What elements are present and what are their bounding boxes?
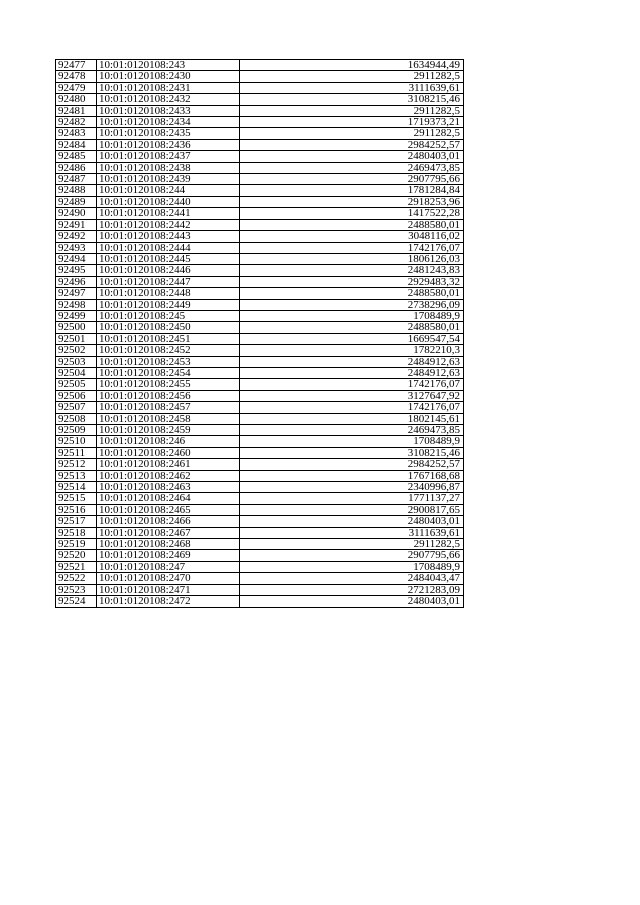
row-id-cell: 92516: [56, 504, 97, 515]
table-row: [56, 584, 464, 595]
cadastral-number-cell: 10:01:0120108:2466: [97, 516, 240, 527]
row-id-cell: 92483: [56, 128, 97, 139]
value-cell: 1742176,07: [240, 379, 464, 390]
table-row: [56, 151, 464, 162]
row-id-cell: 92519: [56, 539, 97, 550]
value-cell: 2469473,85: [240, 162, 464, 173]
cadastral-number-cell: 10:01:0120108:2435: [97, 128, 240, 139]
row-id-cell: 92495: [56, 265, 97, 276]
value-cell: 2480403,01: [240, 151, 464, 162]
table-row: [56, 174, 464, 185]
cadastral-number-cell: 10:01:0120108:245: [97, 310, 240, 321]
cadastral-number-cell: 10:01:0120108:2444: [97, 242, 240, 253]
value-cell: 2907795,66: [240, 174, 464, 185]
table-row: [56, 550, 464, 561]
row-id-cell: 92503: [56, 356, 97, 367]
row-id-cell: 92478: [56, 71, 97, 82]
table-body: [56, 60, 464, 608]
value-cell: 3111639,61: [240, 82, 464, 93]
cadastral-number-cell: 10:01:0120108:2449: [97, 299, 240, 310]
value-cell: 3048116,02: [240, 231, 464, 242]
cadastral-number-cell: 10:01:0120108:2460: [97, 447, 240, 458]
value-cell: 2488580,01: [240, 288, 464, 299]
value-cell: 2911282,5: [240, 128, 464, 139]
cadastral-number-cell: 10:01:0120108:2469: [97, 550, 240, 561]
row-id-cell: 92499: [56, 310, 97, 321]
value-cell: 2488580,01: [240, 219, 464, 230]
value-cell: 1742176,07: [240, 242, 464, 253]
table-row: [56, 310, 464, 321]
table-row: [56, 322, 464, 333]
value-cell: 2484043,47: [240, 573, 464, 584]
table-row: [56, 128, 464, 139]
value-cell: 2918253,96: [240, 196, 464, 207]
cadastral-number-cell: 10:01:0120108:2456: [97, 390, 240, 401]
value-cell: 1669547,54: [240, 333, 464, 344]
value-cell: 2911282,5: [240, 539, 464, 550]
table-row: [56, 117, 464, 128]
cadastral-number-cell: 10:01:0120108:2437: [97, 151, 240, 162]
cadastral-number-cell: 10:01:0120108:2453: [97, 356, 240, 367]
value-cell: 2488580,01: [240, 322, 464, 333]
row-id-cell: 92523: [56, 584, 97, 595]
table-row: [56, 345, 464, 356]
value-cell: 2340996,87: [240, 482, 464, 493]
row-id-cell: 92514: [56, 482, 97, 493]
row-id-cell: 92497: [56, 288, 97, 299]
cadastral-number-cell: 10:01:0120108:2434: [97, 117, 240, 128]
value-cell: 1782210,3: [240, 345, 464, 356]
value-cell: 2738296,09: [240, 299, 464, 310]
value-cell: 1781284,84: [240, 185, 464, 196]
value-cell: 2721283,09: [240, 584, 464, 595]
value-cell: 2480403,01: [240, 516, 464, 527]
table-row: [56, 242, 464, 253]
cadastral-number-cell: 10:01:0120108:2430: [97, 71, 240, 82]
cadastral-number-cell: 10:01:0120108:2443: [97, 231, 240, 242]
value-cell: 2984252,57: [240, 139, 464, 150]
table-row: [56, 527, 464, 538]
row-id-cell: 92512: [56, 459, 97, 470]
row-id-cell: 92489: [56, 196, 97, 207]
cadastral-number-cell: 10:01:0120108:2470: [97, 573, 240, 584]
table-row: [56, 413, 464, 424]
row-id-cell: 92510: [56, 436, 97, 447]
row-id-cell: 92486: [56, 162, 97, 173]
table-row: [56, 516, 464, 527]
cadastral-number-cell: 10:01:0120108:246: [97, 436, 240, 447]
cadastral-number-cell: 10:01:0120108:2458: [97, 413, 240, 424]
table-row: [56, 299, 464, 310]
row-id-cell: 92506: [56, 390, 97, 401]
table-row: [56, 561, 464, 572]
table-row: [56, 333, 464, 344]
cadastral-number-cell: 10:01:0120108:2464: [97, 493, 240, 504]
row-id-cell: 92522: [56, 573, 97, 584]
row-id-cell: 92496: [56, 276, 97, 287]
cadastral-number-cell: 10:01:0120108:2462: [97, 470, 240, 481]
cadastral-number-cell: 10:01:0120108:243: [97, 60, 240, 71]
row-id-cell: 92480: [56, 94, 97, 105]
value-cell: 2900817,65: [240, 504, 464, 515]
table-row: [56, 379, 464, 390]
cadastral-number-cell: 10:01:0120108:2454: [97, 367, 240, 378]
value-cell: 2929483,32: [240, 276, 464, 287]
value-cell: 3108215,46: [240, 447, 464, 458]
value-cell: 2481243,83: [240, 265, 464, 276]
row-id-cell: 92504: [56, 367, 97, 378]
row-id-cell: 92509: [56, 425, 97, 436]
table-row: [56, 425, 464, 436]
cadastral-number-cell: 10:01:0120108:2457: [97, 402, 240, 413]
cadastral-number-cell: 10:01:0120108:2439: [97, 174, 240, 185]
value-cell: 3111639,61: [240, 527, 464, 538]
row-id-cell: 92517: [56, 516, 97, 527]
table-row: [56, 482, 464, 493]
row-id-cell: 92500: [56, 322, 97, 333]
cadastral-number-cell: 10:01:0120108:244: [97, 185, 240, 196]
value-cell: 2984252,57: [240, 459, 464, 470]
cadastral-number-cell: 10:01:0120108:2465: [97, 504, 240, 515]
table-row: [56, 539, 464, 550]
row-id-cell: 92521: [56, 561, 97, 572]
table-row: [56, 493, 464, 504]
cadastral-number-cell: 10:01:0120108:2467: [97, 527, 240, 538]
table-row: [56, 196, 464, 207]
row-id-cell: 92491: [56, 219, 97, 230]
table-row: [56, 60, 464, 71]
value-cell: 1771137,27: [240, 493, 464, 504]
row-id-cell: 92490: [56, 208, 97, 219]
row-id-cell: 92502: [56, 345, 97, 356]
value-cell: 1708489,9: [240, 561, 464, 572]
value-cell: 2907795,66: [240, 550, 464, 561]
cadastral-number-cell: 10:01:0120108:2445: [97, 253, 240, 264]
table-row: [56, 459, 464, 470]
table-row: [56, 447, 464, 458]
cadastral-number-cell: 10:01:0120108:2441: [97, 208, 240, 219]
row-id-cell: 92477: [56, 60, 97, 71]
value-cell: 1802145,61: [240, 413, 464, 424]
row-id-cell: 92524: [56, 596, 97, 607]
cadastral-number-cell: 10:01:0120108:2448: [97, 288, 240, 299]
value-cell: 2484912,63: [240, 356, 464, 367]
row-id-cell: 92501: [56, 333, 97, 344]
table-row: [56, 390, 464, 401]
table-row: [56, 185, 464, 196]
cadastral-number-cell: 10:01:0120108:2455: [97, 379, 240, 390]
value-cell: 1708489,9: [240, 310, 464, 321]
table-row: [56, 367, 464, 378]
value-cell: 2911282,5: [240, 105, 464, 116]
cadastral-number-cell: 10:01:0120108:2472: [97, 596, 240, 607]
row-id-cell: 92518: [56, 527, 97, 538]
value-cell: 1719373,21: [240, 117, 464, 128]
row-id-cell: 92485: [56, 151, 97, 162]
value-cell: 2911282,5: [240, 71, 464, 82]
table-row: [56, 356, 464, 367]
row-id-cell: 92498: [56, 299, 97, 310]
row-id-cell: 92507: [56, 402, 97, 413]
cadastral-number-cell: 10:01:0120108:2431: [97, 82, 240, 93]
row-id-cell: 92492: [56, 231, 97, 242]
value-cell: 1742176,07: [240, 402, 464, 413]
table-row: [56, 82, 464, 93]
row-id-cell: 92484: [56, 139, 97, 150]
cadastral-number-cell: 10:01:0120108:2471: [97, 584, 240, 595]
cadastral-number-cell: 10:01:0120108:2442: [97, 219, 240, 230]
cadastral-number-cell: 10:01:0120108:2446: [97, 265, 240, 276]
row-id-cell: 92520: [56, 550, 97, 561]
row-id-cell: 92488: [56, 185, 97, 196]
table-row: [56, 402, 464, 413]
value-cell: 2484912,63: [240, 367, 464, 378]
table-row: [56, 219, 464, 230]
cadastral-number-cell: 10:01:0120108:2438: [97, 162, 240, 173]
row-id-cell: 92508: [56, 413, 97, 424]
row-id-cell: 92482: [56, 117, 97, 128]
cadastral-number-cell: 10:01:0120108:2461: [97, 459, 240, 470]
cadastral-number-cell: 10:01:0120108:247: [97, 561, 240, 572]
table-row: [56, 265, 464, 276]
value-cell: 1806126,03: [240, 253, 464, 264]
cadastral-number-cell: 10:01:0120108:2433: [97, 105, 240, 116]
row-id-cell: 92479: [56, 82, 97, 93]
table-row: [56, 105, 464, 116]
value-cell: 2480403,01: [240, 596, 464, 607]
table-row: [56, 573, 464, 584]
row-id-cell: 92493: [56, 242, 97, 253]
row-id-cell: 92487: [56, 174, 97, 185]
value-cell: 1634944,49: [240, 60, 464, 71]
table-row: [56, 71, 464, 82]
table-row: [56, 504, 464, 515]
row-id-cell: 92513: [56, 470, 97, 481]
value-cell: 3127647,92: [240, 390, 464, 401]
value-cell: 2469473,85: [240, 425, 464, 436]
cadastral-number-cell: 10:01:0120108:2450: [97, 322, 240, 333]
value-cell: 3108215,46: [240, 94, 464, 105]
row-id-cell: 92515: [56, 493, 97, 504]
cadastral-number-cell: 10:01:0120108:2468: [97, 539, 240, 550]
cadastral-number-cell: 10:01:0120108:2451: [97, 333, 240, 344]
value-cell: 1767168,68: [240, 470, 464, 481]
cadastral-number-cell: 10:01:0120108:2436: [97, 139, 240, 150]
row-id-cell: 92511: [56, 447, 97, 458]
table-row: [56, 253, 464, 264]
row-id-cell: 92505: [56, 379, 97, 390]
table-row: [56, 276, 464, 287]
table-row: [56, 208, 464, 219]
table-row: [56, 231, 464, 242]
value-cell: 1417522,28: [240, 208, 464, 219]
table-row: [56, 162, 464, 173]
row-id-cell: 92481: [56, 105, 97, 116]
table-row: [56, 94, 464, 105]
cadastral-number-cell: 10:01:0120108:2459: [97, 425, 240, 436]
data-table: [55, 59, 464, 608]
table-row: [56, 288, 464, 299]
value-cell: 1708489,9: [240, 436, 464, 447]
table-row: [56, 436, 464, 447]
cadastral-number-cell: 10:01:0120108:2440: [97, 196, 240, 207]
table-row: [56, 596, 464, 607]
cadastral-number-cell: 10:01:0120108:2452: [97, 345, 240, 356]
cadastral-number-cell: 10:01:0120108:2463: [97, 482, 240, 493]
table-row: [56, 139, 464, 150]
cadastral-number-cell: 10:01:0120108:2432: [97, 94, 240, 105]
table-row: [56, 470, 464, 481]
cadastral-number-cell: 10:01:0120108:2447: [97, 276, 240, 287]
row-id-cell: 92494: [56, 253, 97, 264]
